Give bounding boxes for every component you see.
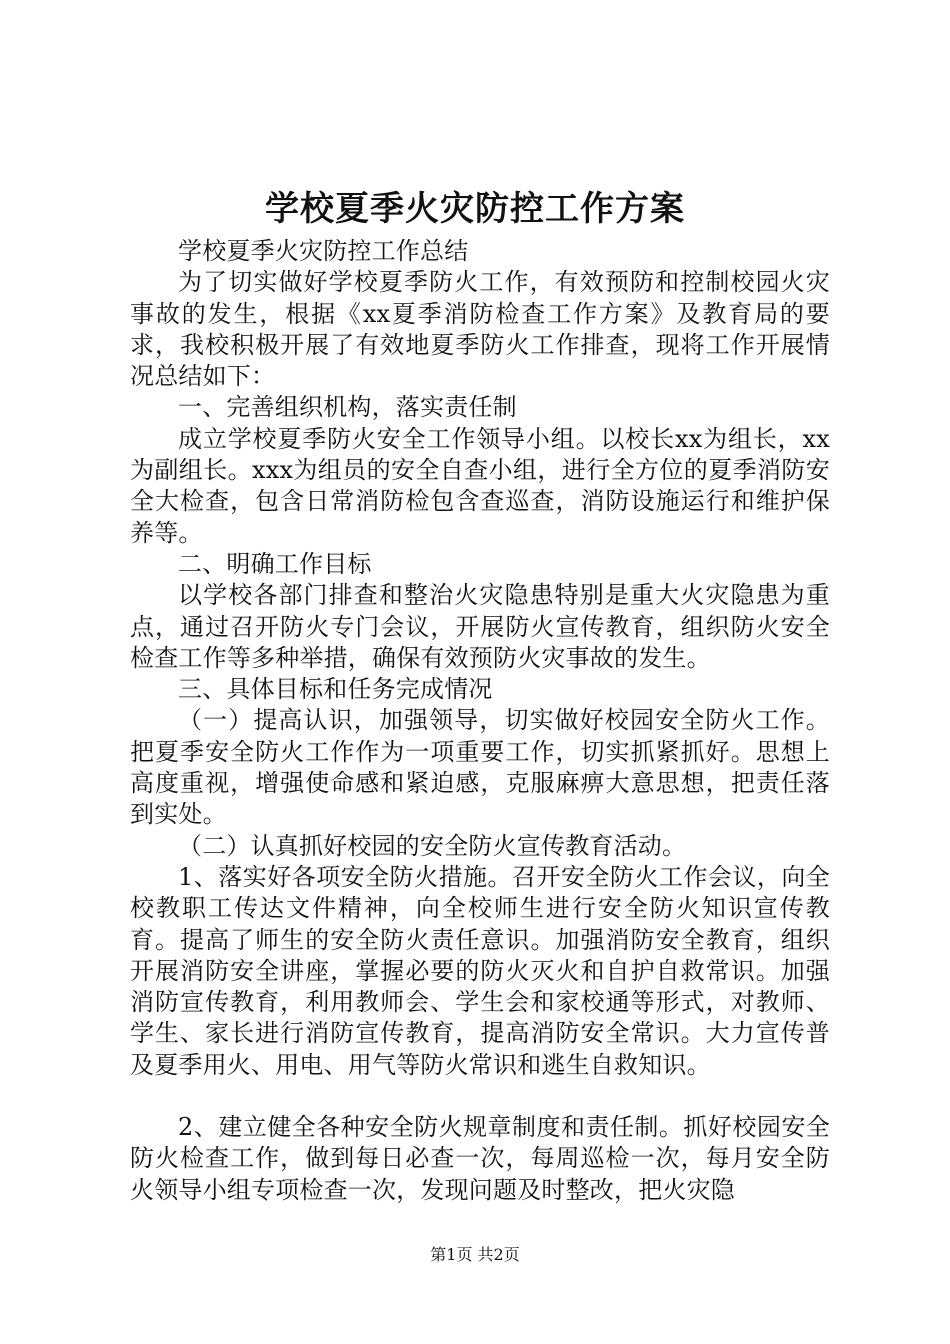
paragraph-section-1: 成立学校夏季防火安全工作领导小组。以校长xx为组长，xx为副组长。xxx为组员的安全自查小组，进行全方位的夏季消防安全大检查，包含日常消防检包含查巡查，消防设施运行和维护保养等。	[130, 424, 830, 547]
paragraph-section-2: 以学校各部门排查和整治火灾隐患特别是重大火灾隐患为重点，通过召开防火专门会议，开展防火宣传教育，组织防火安全检查工作等多种举措，确保有效预防火灾事故的发生。	[130, 581, 830, 672]
paragraph-subsection-1: （一）提高认识，加强领导，切实做好校园安全防火工作。把夏季安全防火工作作为一项重要工作，切实抓紧抓好。思想上高度重视，增强使命感和紧迫感，克服麻痹大意思想，把责任落到实处。	[130, 706, 830, 829]
document-title: 学校夏季火灾防控工作方案	[265, 189, 685, 229]
section-heading-3: 三、具体目标和任务完成情况	[178, 675, 493, 704]
section-heading-1: 一、完善组织机构，落实责任制	[178, 393, 517, 422]
document-body	[130, 236, 830, 1206]
paragraph-subtitle: 学校夏季火灾防控工作总结	[178, 237, 469, 265]
paragraph-intro: 为了切实做好学校夏季防火工作，有效预防和控制校园火灾事故的发生，根据《xx夏季消防检查工作方案》及教育局的要求，我校积极开展了有效地夏季防火工作排查，现将工作开展情况总结如下：	[130, 268, 830, 391]
paragraph-item-1: 1、落实好各项安全防火措施。召开安全防火工作会议，向全校教职工传达文件精神，向全校师生进行安全防火知识宣传教育。提高了师生的安全防火责任意识。加强消防安全教育，组织开展消防安全讲座，掌握必要的防火灭火和自护自救常识。加强消防宣传教育，利用教师会、学生会和家校通等形式，对教师、学生、家长进行消防宣传教育，提高消防安全常识。大力宣传普及夏季用火、用电、用气等防火常识和逃生自救知识。	[130, 862, 830, 1079]
section-heading-2: 二、明确工作目标	[178, 549, 372, 578]
paragraph-subsection-2: （二）认真抓好校园的安全防火宣传教育活动。	[178, 831, 687, 860]
paragraph-item-2: 2、建立健全各种安全防火规章制度和责任制。抓好校园安全防火检查工作，做到每日必查一次，每周巡检一次，每月安全防火领导小组专项检查一次，发现问题及时整改，把火灾隐	[130, 1113, 830, 1204]
page-number-footer: 第1页 共2页	[430, 1245, 520, 1264]
